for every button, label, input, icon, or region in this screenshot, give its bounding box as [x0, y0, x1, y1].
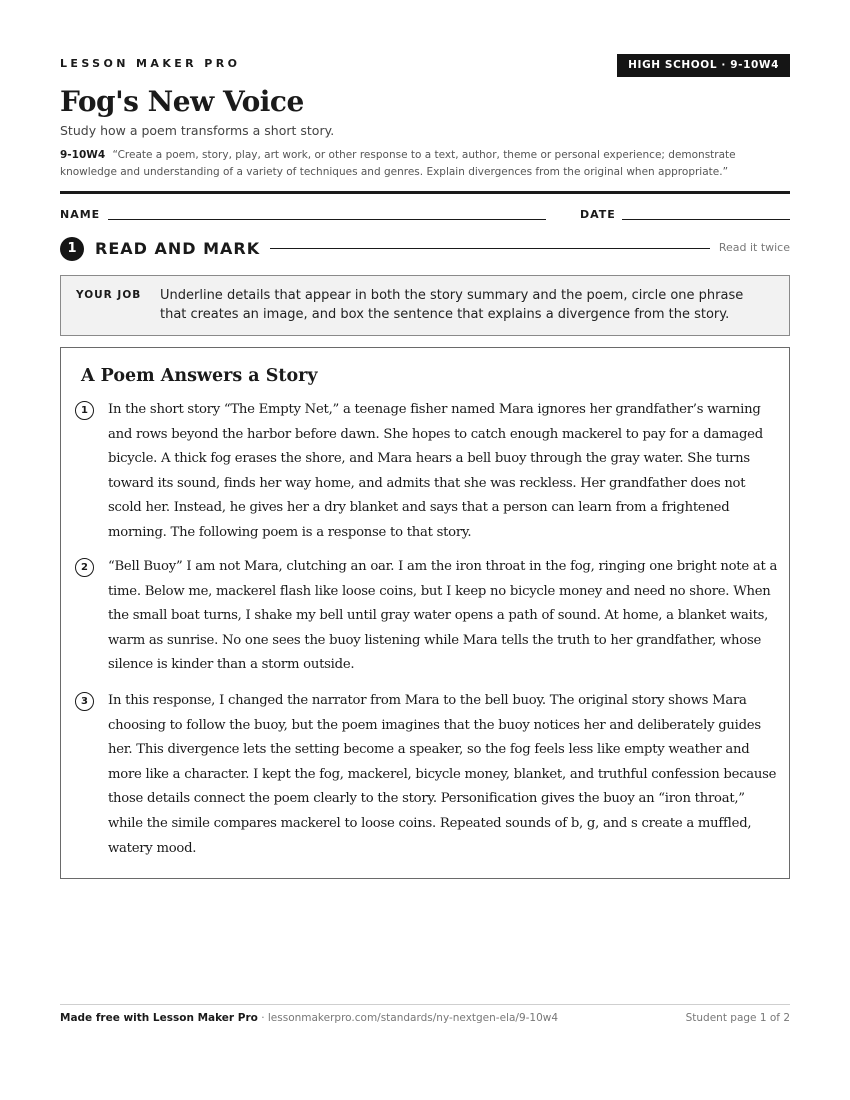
footer-made-with: Made free with Lesson Maker Pro: [60, 1012, 258, 1024]
page-subtitle: Study how a poem transforms a short story.: [60, 123, 335, 138]
standard-text: “Create a poem, story, play, art work, or other response to a text, author, theme or personal experience; demonstrate knowledge and understanding of a variety of techniques and genres. Explain divergences from the original when appropriate.”: [60, 149, 736, 178]
date-label: DATE: [580, 208, 616, 221]
footer-credit: [60, 1012, 558, 1024]
reading-title: A Poem Answers a Story: [81, 366, 318, 386]
standard-statement: [60, 147, 790, 181]
task-box: [60, 275, 790, 336]
date-field[interactable]: [622, 219, 790, 220]
reading-passage: [60, 347, 790, 879]
brand-name: LESSON MAKER PRO: [60, 57, 241, 70]
section-rule: [270, 248, 710, 249]
paragraph-number: 1: [75, 401, 94, 420]
page-indicator: Student page 1 of 2: [685, 1012, 790, 1024]
header-divider: [60, 191, 790, 194]
section-header: [60, 237, 790, 261]
paragraph-number: 2: [75, 558, 94, 577]
paragraph-text: In this response, I changed the narrator from Mara to the bell buoy. The original story shows Mara choosing to follow the buoy, but the poem imagines that the buoy notices her and deliberately guides her. This divergence lets the setting become a speaker, so the fog feels less like empty weather and more like a character. I kept the fog, mackerel, bicycle money, blanket, and truthful confession because those details connect the poem clearly to the story. Personification gives the buoy an “iron throat,” while the simile compares mackerel to loose coins. Repeated sounds of b, g, and s create a muffled, watery mood.: [108, 693, 777, 856]
task-instructions: Underline details that appear in both the story summary and the poem, circle one phrase that creates an image, and box the sentence that explains a divergence from the story.: [160, 288, 744, 322]
section-title: READ AND MARK: [95, 239, 261, 258]
paragraph-number: 3: [75, 692, 94, 711]
section-number: 1: [60, 237, 84, 261]
paragraph-text: In the short story “The Empty Net,” a teenage fisher named Mara ignores her grandfather’s warning and rows beyond the harbor before dawn. She hopes to catch enough mackerel to pay for a damaged bicycle. A thick fog erases the shore, and Mara hears a bell buoy through the gray water. She turns toward its sound, finds her way home, and admits that she was reckless. Her grandfather does not scold her. Instead, he gives her a dry blanket and says that a person can learn from a frightened morning. The following poem is a response to that story.: [108, 402, 763, 540]
paragraph-text: “Bell Buoy” I am not Mara, clutching an oar. I am the iron throat in the fog, ringing one bright note at a time. Below me, mackerel flash like loose coins, but I keep no bicycle money and need no shore. When the small boat turns, I shake my bell until gray water opens a path of sound. At home, a blanket waits, warm as sunrise. No one sees the buoy listening while Mara tells the truth to her grandfather, whose silence is kinder than a storm outside.: [108, 559, 778, 673]
worksheet-page: [60, 0, 790, 1100]
name-field[interactable]: [108, 219, 546, 220]
task-label: YOUR JOB: [76, 289, 142, 301]
student-info-row: [60, 207, 790, 223]
level-badge: HIGH SCHOOL · 9-10W4: [617, 54, 790, 77]
standard-code: 9-10W4: [60, 149, 106, 161]
page-title: Fog's New Voice: [60, 85, 304, 118]
section-note: Read it twice: [718, 241, 790, 254]
name-label: NAME: [60, 208, 101, 221]
footer-url[interactable]: · lessonmakerpro.com/standards/ny-nextgen-ela/9-10w4: [257, 1012, 559, 1024]
footer-divider: [60, 1004, 790, 1005]
